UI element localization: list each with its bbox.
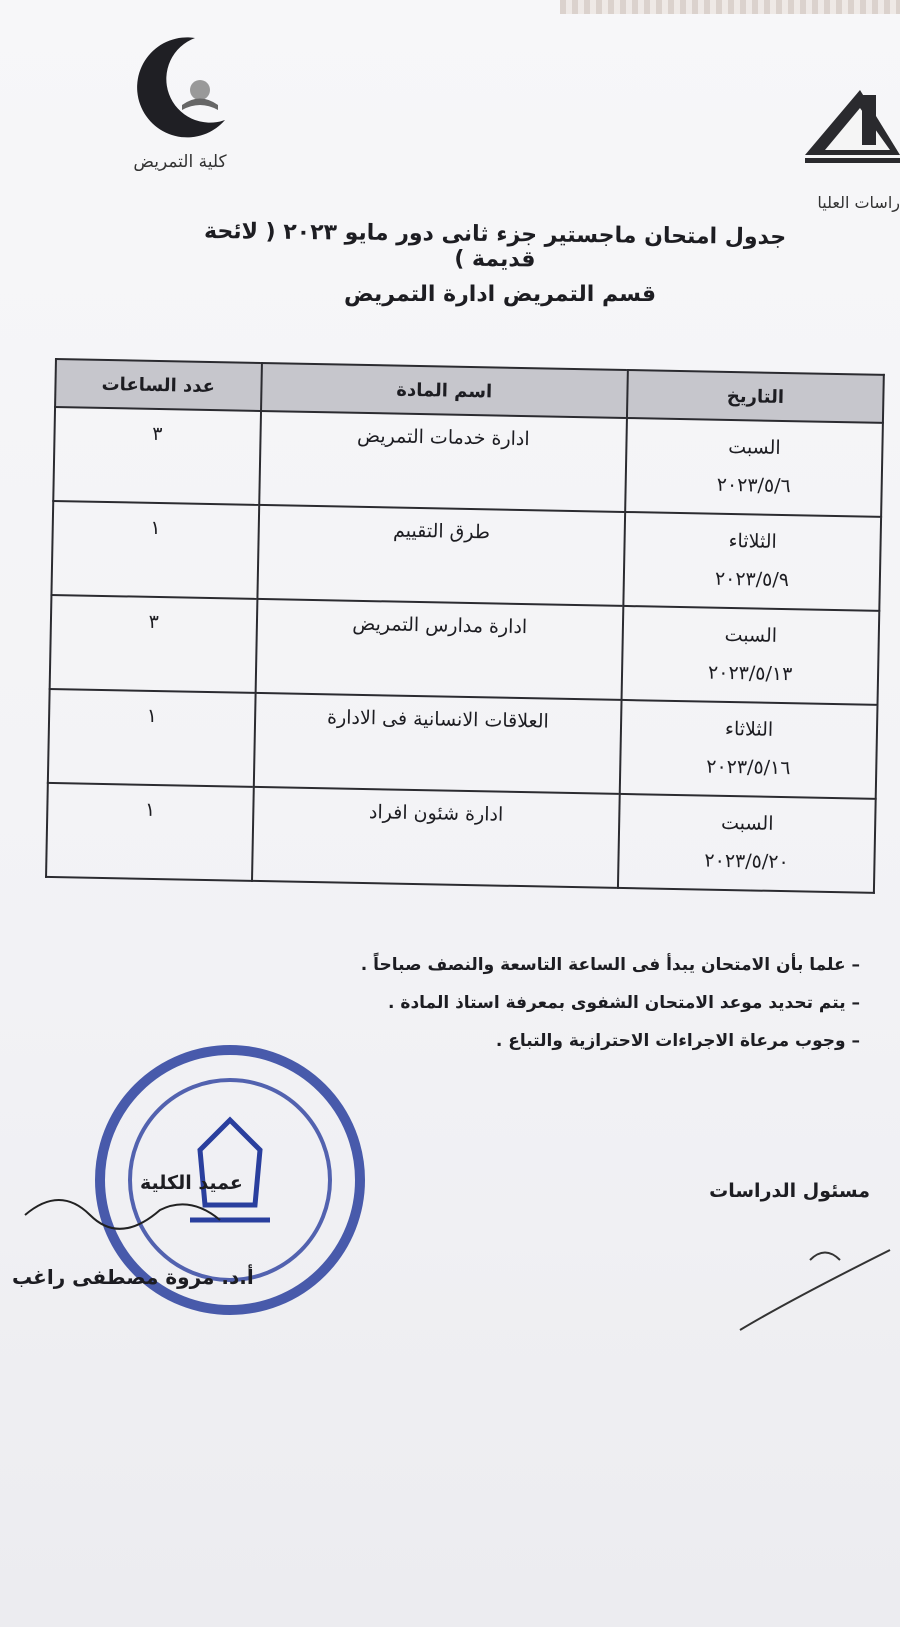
note-item: – يتم تحديد موعد الامتحان الشفوى بمعرفة استاذ المادة . <box>388 993 860 1013</box>
date-cell <box>624 512 882 611</box>
exam-date: ٢٠٢٣/٥/٦ <box>716 473 791 498</box>
hours-cell <box>46 783 253 881</box>
hours-value: ١ <box>150 516 161 540</box>
header-hours: عدد الساعات <box>55 359 261 411</box>
note-item: – علما بأن الامتحان يبدأ فى الساعة التاسعة والنصف صباحاً . <box>360 955 860 975</box>
hours-value: ١ <box>144 798 156 822</box>
date-cell <box>618 794 876 893</box>
subject-name: العلاقات الانسانية فى الادارة <box>326 706 549 733</box>
header-date: التاريخ <box>627 370 884 423</box>
hours-cell <box>53 407 260 505</box>
subject-name: ادارة خدمات التمريض <box>356 424 530 451</box>
table-row <box>51 501 881 611</box>
header-subject: اسم المادة <box>261 363 629 418</box>
subject-name: طرق التقييم <box>392 519 491 544</box>
table-row <box>48 689 878 799</box>
table-row <box>50 595 880 705</box>
subject-cell <box>257 505 625 606</box>
date-cell <box>622 606 880 705</box>
exam-date: ٢٠٢٣/٥/١٦ <box>706 755 791 780</box>
hours-value: ١ <box>146 704 158 728</box>
page-edge-strip <box>560 0 900 14</box>
hours-value: ٣ <box>148 610 160 634</box>
day-name: الثلاثاء <box>728 529 777 553</box>
exam-date: ٢٠٢٣/٥/١٣ <box>707 661 793 686</box>
exam-date: ٢٠٢٣/٥/٩ <box>714 567 790 592</box>
date-cell <box>620 700 878 799</box>
date-cell <box>625 418 883 517</box>
subject-cell <box>251 787 619 888</box>
graduate-studies-caption: راسات العليا <box>817 193 900 212</box>
exam-date: ٢٠٢٣/٥/٢٠ <box>704 849 789 874</box>
faculty-nursing-logo <box>120 30 240 140</box>
dean-name: أ.د. مروة مصطفى راغب <box>12 1265 254 1289</box>
day-name: السبت <box>728 435 781 459</box>
dean-title: عميد الكلية <box>140 1172 243 1194</box>
notes-list <box>300 955 860 1069</box>
schedule-table-wrapper <box>45 358 887 914</box>
exam-schedule-title: جدول امتحان ماجستير جزء ثانى دور مايو ٢٠٢٣ ( لائحة قديمة ) <box>203 218 787 273</box>
hours-value: ٣ <box>151 422 163 446</box>
exam-schedule-table <box>45 358 885 894</box>
faculty-logo-caption: كلية التمريض <box>133 152 227 172</box>
university-logo <box>800 80 900 175</box>
subject-cell <box>253 693 621 794</box>
subject-cell <box>259 411 627 512</box>
subject-name: ادارة مدارس التمريض <box>352 612 528 639</box>
note-item: – وجوب مرعاة الاجراءات الاحترازية والتباع . <box>495 1031 860 1051</box>
department-title: قسم التمريض ادارة التمريض <box>343 282 657 307</box>
subject-name: ادارة شئون افراد <box>368 801 504 826</box>
dean-signature <box>20 1175 240 1245</box>
day-name: السبت <box>724 623 778 647</box>
subject-cell <box>255 599 623 700</box>
day-name: السبت <box>720 811 774 835</box>
hours-cell <box>51 501 258 599</box>
hours-cell <box>50 595 257 693</box>
studies-officer-label: مسئول الدراسات <box>709 1180 870 1202</box>
table-row <box>53 407 883 517</box>
studies-officer-signature <box>730 1230 900 1350</box>
hours-cell <box>48 689 255 787</box>
table-row <box>46 783 876 893</box>
day-name: الثلاثاء <box>724 717 774 741</box>
